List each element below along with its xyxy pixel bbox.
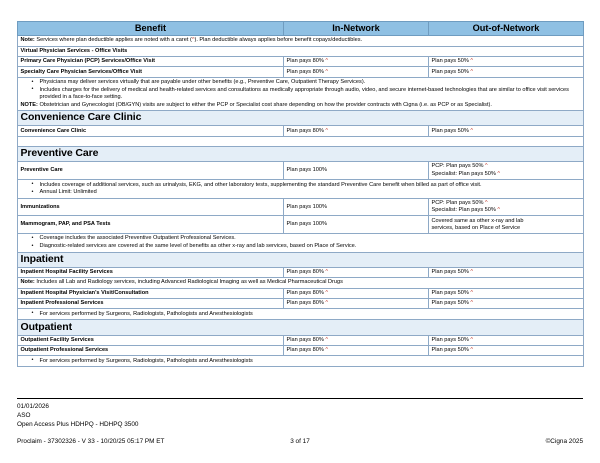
deductible-caret: ^	[325, 300, 328, 307]
table-row	[18, 180, 584, 199]
deductible-caret: ^	[191, 37, 195, 44]
note-text: Includes all Lab and Radiology services, including Advanced Radiological Imaging as well as Medical Pharmaceutical Drugs	[34, 279, 343, 286]
table-row	[18, 267, 584, 277]
section-header-convenience-care-clinic: Convenience Care Clinic	[18, 111, 584, 126]
table-row	[18, 299, 584, 309]
note-text: Services where plan deductible applies are noted with a caret (^). Plan deductible always applies before benefit copays/deductibles.	[34, 37, 363, 44]
deductible-caret: ^	[497, 170, 501, 177]
note-text: Obstetrician and Gynecologist (OB/GYN) visits are subject to either the PCP or Specialist cost share depending on how the provider contracts with Cigna (i.e. as PCP or as Specialist).	[37, 101, 492, 108]
out-of-network-value: Plan pays 50% ^	[429, 126, 584, 136]
outpatient-professional-details	[18, 356, 584, 367]
section-header-preventive-care: Preventive Care	[18, 147, 584, 162]
inpatient-lab-radiology-note	[18, 278, 584, 288]
out-of-network-value: Plan pays 50% ^	[429, 335, 584, 345]
benefit-table-container	[17, 21, 583, 367]
bullet-list	[21, 235, 581, 250]
table-row	[18, 46, 584, 56]
note-label: Note:	[20, 37, 35, 44]
benefit-summary-table	[17, 21, 584, 367]
list-item: • For services performed by Surgeons, Radiologists, Pathologists and Anesthesiologists	[40, 358, 581, 365]
out-of-network-value: PCP: Plan pays 50% ^ Specialist: Plan pays 50% ^	[429, 162, 584, 180]
deductible-caret: ^	[325, 347, 328, 354]
table-row	[18, 36, 584, 46]
table-row	[18, 335, 584, 345]
deductible-caret: ^	[470, 268, 473, 275]
in-network-value: Plan pays 80% ^	[284, 126, 429, 136]
section-header-outpatient: Outpatient	[18, 320, 584, 335]
benefit-name: Outpatient Facility Services	[18, 335, 284, 345]
funding-type: ASO	[17, 411, 31, 419]
out-of-network-value: Plan pays 50% ^	[429, 267, 584, 277]
deductible-caret: ^	[497, 207, 501, 214]
deductible-caret: ^	[470, 127, 473, 134]
in-network-value: Plan pays 80% ^	[284, 346, 429, 356]
out-of-network-value: Plan pays 50% ^	[429, 288, 584, 298]
in-network-value: Plan pays 100%	[284, 216, 429, 233]
table-header-row	[18, 22, 584, 36]
deductible-caret: ^	[470, 347, 473, 354]
table-row	[18, 346, 584, 356]
in-network-value: Plan pays 80% ^	[284, 299, 429, 309]
effective-date: 01/01/2026	[17, 402, 49, 410]
list-item: • Includes coverage of additional services, such as urinalysis, EKG, and other laboratory tests, supplementing the standard Preventive Care benefit when billed as part of office visit.	[40, 182, 581, 189]
preventive-care-details	[18, 180, 584, 199]
list-item: • For services performed by Surgeons, Radiologists, Pathologists and Anesthesiologists	[40, 311, 581, 318]
deductible-caret: ^	[325, 127, 328, 134]
table-row	[18, 233, 584, 252]
benefit-name: Inpatient Professional Services	[18, 299, 284, 309]
bullet-list	[21, 182, 581, 197]
footer-bottom-row	[17, 438, 583, 450]
deductible-caret: ^	[484, 200, 488, 207]
in-network-value: Plan pays 80% ^	[284, 267, 429, 277]
table-row	[18, 67, 584, 77]
deductible-caret: ^	[470, 68, 473, 75]
deductible-caret: ^	[484, 163, 488, 170]
out-of-network-value: Plan pays 50% ^	[429, 67, 584, 77]
spacer-row	[18, 136, 584, 146]
list-item: • Diagnostic-related services are covered at the same level of benefits as other x-ray and lab services, based on Place of Service.	[40, 243, 581, 250]
deductible-caret: ^	[470, 336, 473, 343]
deductible-caret: ^	[470, 58, 473, 65]
table-row	[18, 56, 584, 66]
copyright-notice: ©Cigna 2025	[545, 438, 583, 446]
preventive-care-additional-details	[18, 233, 584, 252]
table-row	[18, 126, 584, 136]
out-of-network-value: Plan pays 50% ^	[429, 299, 584, 309]
page-number: 3 of 17	[290, 438, 310, 446]
table-row	[18, 356, 584, 367]
deductible-caret: ^	[470, 300, 473, 307]
table-row	[18, 320, 584, 335]
benefit-name: Preventive Care	[18, 162, 284, 180]
deductible-caret: ^	[325, 289, 328, 296]
benefit-name: Convenience Care Clinic	[18, 126, 284, 136]
benefit-name: Mammogram, PAP, and PSA Tests	[18, 216, 284, 233]
table-row	[18, 77, 584, 110]
benefit-name: Primary Care Physician (PCP) Services/Office Visit	[18, 56, 284, 66]
benefit-name: Specialty Care Physician Services/Office Visit	[18, 67, 284, 77]
benefit-name: Immunizations	[18, 199, 284, 216]
deductible-caret: ^	[325, 336, 328, 343]
bullet-list	[21, 79, 581, 101]
table-row	[18, 309, 584, 320]
subsection-virtual-physician-services: Virtual Physician Services - Office Visits	[18, 46, 584, 56]
table-row	[18, 147, 584, 162]
in-network-value: Plan pays 80% ^	[284, 335, 429, 345]
note-label: Note:	[20, 279, 35, 286]
table-row	[18, 252, 584, 267]
deductible-caret: ^	[325, 68, 328, 75]
section-header-inpatient: Inpatient	[18, 252, 584, 267]
benefit-name: Inpatient Hospital Facility Services	[18, 267, 284, 277]
bullet-list	[21, 311, 581, 318]
deductible-caret: ^	[325, 268, 328, 275]
in-network-value: Plan pays 80% ^	[284, 56, 429, 66]
benefit-name: Inpatient Hospital Physician's Visit/Consultation	[18, 288, 284, 298]
list-item: • Includes charges for the delivery of medical and health-related services and consultations as medically appropriate through audio, video, and secure internet-based technologies that are similar to office visit services provided in a face-to-face setting.	[40, 87, 581, 102]
footer-plan-meta	[17, 402, 583, 430]
table-row	[18, 216, 584, 233]
footer-divider	[17, 398, 583, 399]
table-row	[18, 136, 584, 146]
in-network-value: Plan pays 80% ^	[284, 288, 429, 298]
in-network-value: Plan pays 80% ^	[284, 67, 429, 77]
list-item: • Annual Limit: Unlimited	[40, 189, 581, 196]
deductible-caret-note	[18, 36, 584, 46]
deductible-caret: ^	[325, 58, 328, 65]
out-of-network-value: Covered same as other x-ray and lab services, based on Place of Service	[429, 216, 584, 233]
out-of-network-value: PCP: Plan pays 50% ^ Specialist: Plan pays 50% ^	[429, 199, 584, 216]
column-header-benefit: Benefit	[18, 22, 284, 36]
plan-name: Open Access Plus HDHPQ - HDHPQ 3500	[17, 421, 139, 429]
column-header-in-network: In-Network	[284, 22, 429, 36]
note-label: NOTE:	[20, 101, 38, 108]
virtual-physician-details	[18, 77, 584, 110]
table-row	[18, 199, 584, 216]
list-item: • Physicians may deliver services virtually that are payable under other benefits (e.g., Preventive Care, Outpatient Therapy Services).	[40, 79, 581, 86]
bullet-list	[21, 358, 581, 365]
benefit-name: Outpatient Professional Services	[18, 346, 284, 356]
out-of-network-value: Plan pays 50% ^	[429, 56, 584, 66]
deductible-caret: ^	[470, 289, 473, 296]
table-row	[18, 162, 584, 180]
column-header-out-of-network: Out-of-Network	[429, 22, 584, 36]
proclaim-reference: Proclaim - 37302326 - V 33 - 10/20/25 05:17 PM ET	[17, 438, 165, 446]
page-footer	[17, 398, 583, 450]
table-row	[18, 288, 584, 298]
in-network-value: Plan pays 100%	[284, 162, 429, 180]
list-item: • Coverage includes the associated Preventive Outpatient Professional Services.	[40, 235, 581, 242]
table-row	[18, 111, 584, 126]
table-row	[18, 278, 584, 288]
obgyn-note	[21, 102, 581, 109]
inpatient-professional-details	[18, 309, 584, 320]
in-network-value: Plan pays 100%	[284, 199, 429, 216]
out-of-network-value: Plan pays 50% ^	[429, 346, 584, 356]
